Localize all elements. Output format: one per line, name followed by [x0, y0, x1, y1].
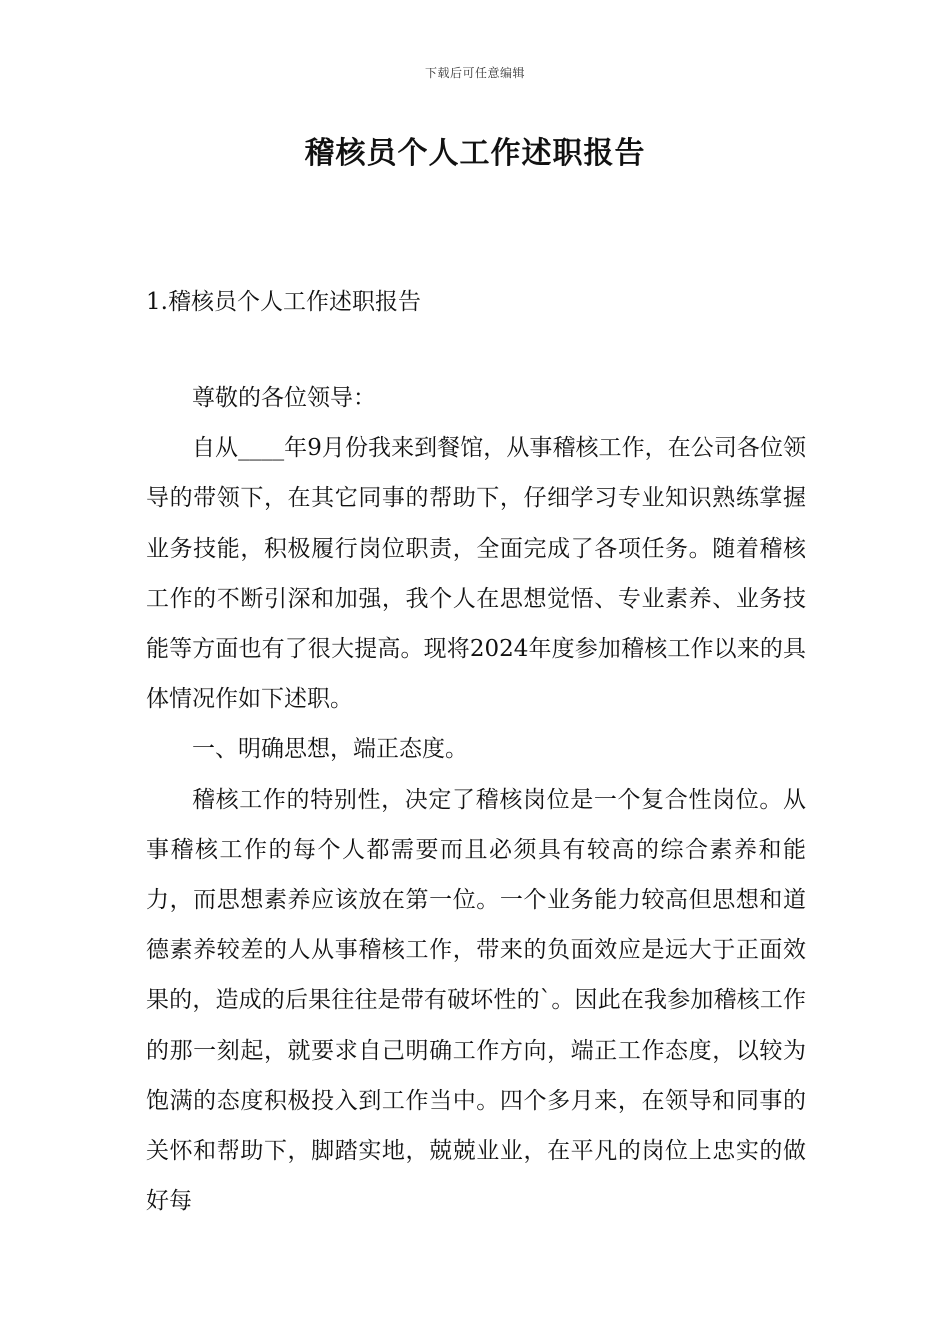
- salutation-paragraph: 尊敬的各位领导：: [192, 385, 376, 411]
- body-paragraph: 自从____年9月份我来到餐馆，从事稽核工作，在公司各位领导的带领下，在其它同事的帮助下，仔细学习专业知识熟练掌握业务技能，积极履行岗位职责，全面完成了各项任务。随着稽核工作的不断引深和加强，我个人在思想觉悟、专业素养、业务技能等方面也有了很大提高。现将2024年度参加稽核工作以来的具体情况作如下述职。: [146, 435, 806, 713]
- header-note: 下载后可任意编辑: [424, 66, 525, 80]
- document-title: 稽核员个人工作述职报告: [304, 136, 646, 171]
- document-body: [146, 373, 806, 1226]
- body-paragraph: 稽核工作的特别性，决定了稽核岗位是一个复合性岗位。从事稽核工作的每个人都需要而且必须具有较高的综合素养和能力，而思想素养应该放在第一位。一个业务能力较高但思想和道德素养较差的人从事稽核工作，带来的负面效应是远大于正面效果的，造成的后果往往是带有破坏性的`。因此在我参加稽核工作的那一刻起，就要求自己明确工作方向，端正工作态度，以较为饱满的态度积极投入到工作当中。四个多月来，在领导和同事的关怀和帮助下，脚踏实地，兢兢业业，在平凡的岗位上忠实的做好每: [146, 786, 806, 1215]
- section-heading: 1.稽核员个人工作述职报告: [146, 289, 421, 315]
- subsection-heading: 一、明确思想，端正态度。: [192, 736, 468, 763]
